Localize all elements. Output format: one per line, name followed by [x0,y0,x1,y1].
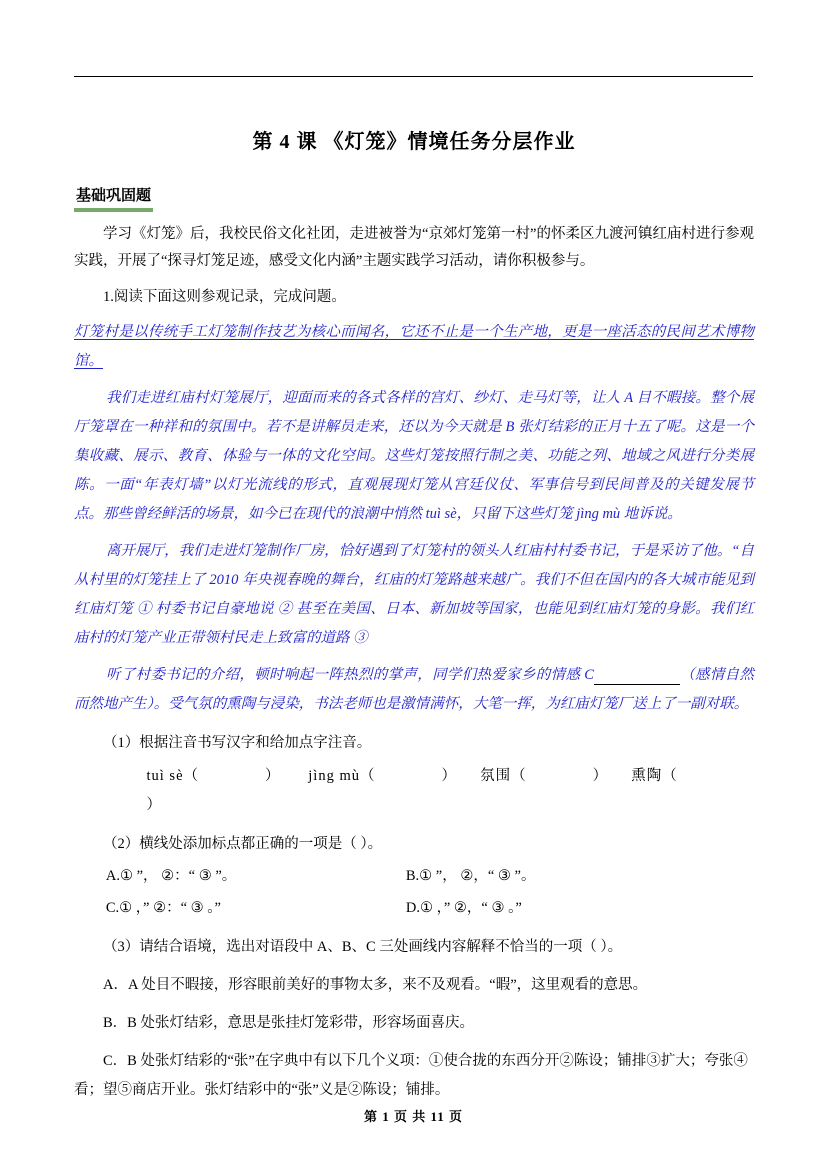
record-paragraph-4-wrap [74,661,754,719]
option-d[interactable]: D.① ，” ②，“ ③ 。” [405,900,522,917]
intro-paragraph: 学习《灯笼》后，我校民俗文化社团，走进被誉为“京郊灯笼第一村”的怀柔区九渡河镇红庙村进行参观实践，开展了“探寻灯笼足迹，感受文化内涵”主题实践学习活动，请你积极参与。 [74,226,754,269]
option-a[interactable]: A.① ”， ②：“ ③ ”。 [105,867,237,884]
pinyin-item-3-blank[interactable] [527,762,593,791]
record-paragraph-3: 离开展厅，我们走进灯笼制作厂房，恰好遇到了灯笼村的领头人红庙村村委书记，于是采访了他。“自从村里的灯笼挂上了 2010 年央视春晚的舞台，红庙的灯笼路越来越广。我们不但在国内的各大城市能见到红庙灯笼 ① 村委书记自豪地说 ② 甚至在美国、日本、新加坡等国家，也能见到红庙灯笼的身影。我们红庙村的灯笼产业正带领村民走上致富的道路 ③ [74,543,754,647]
page-content [74,0,754,1104]
question-1-2-options-row-2 [74,894,754,922]
question-1-1-stem: （1）根据注音书写汉字和给加点字注音。 [103,735,372,752]
record-paragraph-2: 我们走进红庙村灯笼展厅，迎面而来的各式各样的宫灯、纱灯、走马灯等，让人 A 目不暇接。整个展厅笼罩在一种祥和的氛围中。若不是讲解员走来，还以为今天就是 B 张灯结彩的正月十五了呢。这是一个集收藏、展示、教育、体验与一体的文化空间。这些灯笼按照行制之美、功能之列、地域之风进行分类展陈。一面“年表灯墙”以灯光流线的形式，直观展现灯笼从宫廷仪仗、军事信号到民间普及的关键发展节点。那些曾经鲜活的场景，如今已在现代的浪潮中悄然 tuì sè，只留下这些灯笼 jìng mù 地诉说。 [74,390,754,523]
pinyin-item-2-close: ） [441,767,457,784]
option-c[interactable]: C.① ，” ②：“ ③ 。” [105,900,221,917]
record-paragraph-1: 灯笼村是以传统手工灯笼制作技艺为核心而闻名，它还不止是一个生产地，更是一座活态的民间艺术博物馆。 [74,324,754,370]
pinyin-item-4-blank[interactable] [678,762,744,791]
pinyin-item-1-blank[interactable] [199,762,265,791]
question-1-2-options-row-1 [74,862,754,890]
question-1-3-stem: （3）请结合语境，选出对语段中 A、B、C 三处画线内容解释不恰当的一项（ ）。 [103,938,623,955]
question-1-2-stem: （2）横线处添加标点都正确的一项是（ ）。 [103,835,383,852]
question-1-3-option-c[interactable]: C．B 处张灯结彩的“张”在字典中有以下几个义项：①使合拢的东西分开②陈设；铺排③扩大；夸张④看；望⑤商店开业。张灯结彩中的“张”义是②陈设；铺排。 [74,1053,748,1098]
section-heading: 基础巩固题 [74,184,153,212]
pinyin-item-1-label: tuì sè（ [146,767,200,784]
fill-blank-c[interactable] [594,666,680,685]
record-paragraph-4-after: （感情自然而然地产生）。受气氛的熏陶与浸染，书法老师也是激情满怀，大笔一挥，为红庙灯笼厂送上了一副对联。 [74,667,754,713]
question-1-3-option-a[interactable]: A．A 处目不暇接，形容眼前美好的事物太多，来不及观看。“暇”，这里观看的意思。 [103,976,648,993]
pinyin-item-3-label: 氛围（ [480,767,527,784]
question-1-1-answer-row [74,762,754,820]
pinyin-item-4-label: 熏陶（ [631,767,678,784]
pinyin-item-4-close: ） [146,796,162,813]
question-1-3-option-b[interactable]: B．B 处张灯结彩，意思是张挂灯笼彩带，形容场面喜庆。 [103,1015,474,1032]
record-paragraph-1-wrap [74,318,754,376]
pinyin-item-1-close: ） [265,767,281,784]
record-paragraph-4-before: 听了村委书记的介绍，顿时响起一阵热烈的掌声，同学们热爱家乡的情感 C [106,667,594,684]
pinyin-item-3-close: ） [592,767,609,784]
pinyin-item-2-blank[interactable] [375,762,441,791]
page-title: 第 4 课 《灯笼》情境任务分层作业 [252,131,576,153]
pinyin-item-2-label: jìng mù（ [308,767,376,784]
question-1-stem: 1.阅读下面这则参观记录，完成问题。 [103,288,346,305]
option-b[interactable]: B.① ”， ②，“ ③ ”。 [405,867,536,884]
record-paragraph-3-wrap [74,537,754,653]
page-footer: 第 1 页 共 11 页 [363,1109,464,1124]
section-heading-wrap [74,154,754,212]
record-paragraph-2-wrap [74,384,754,529]
